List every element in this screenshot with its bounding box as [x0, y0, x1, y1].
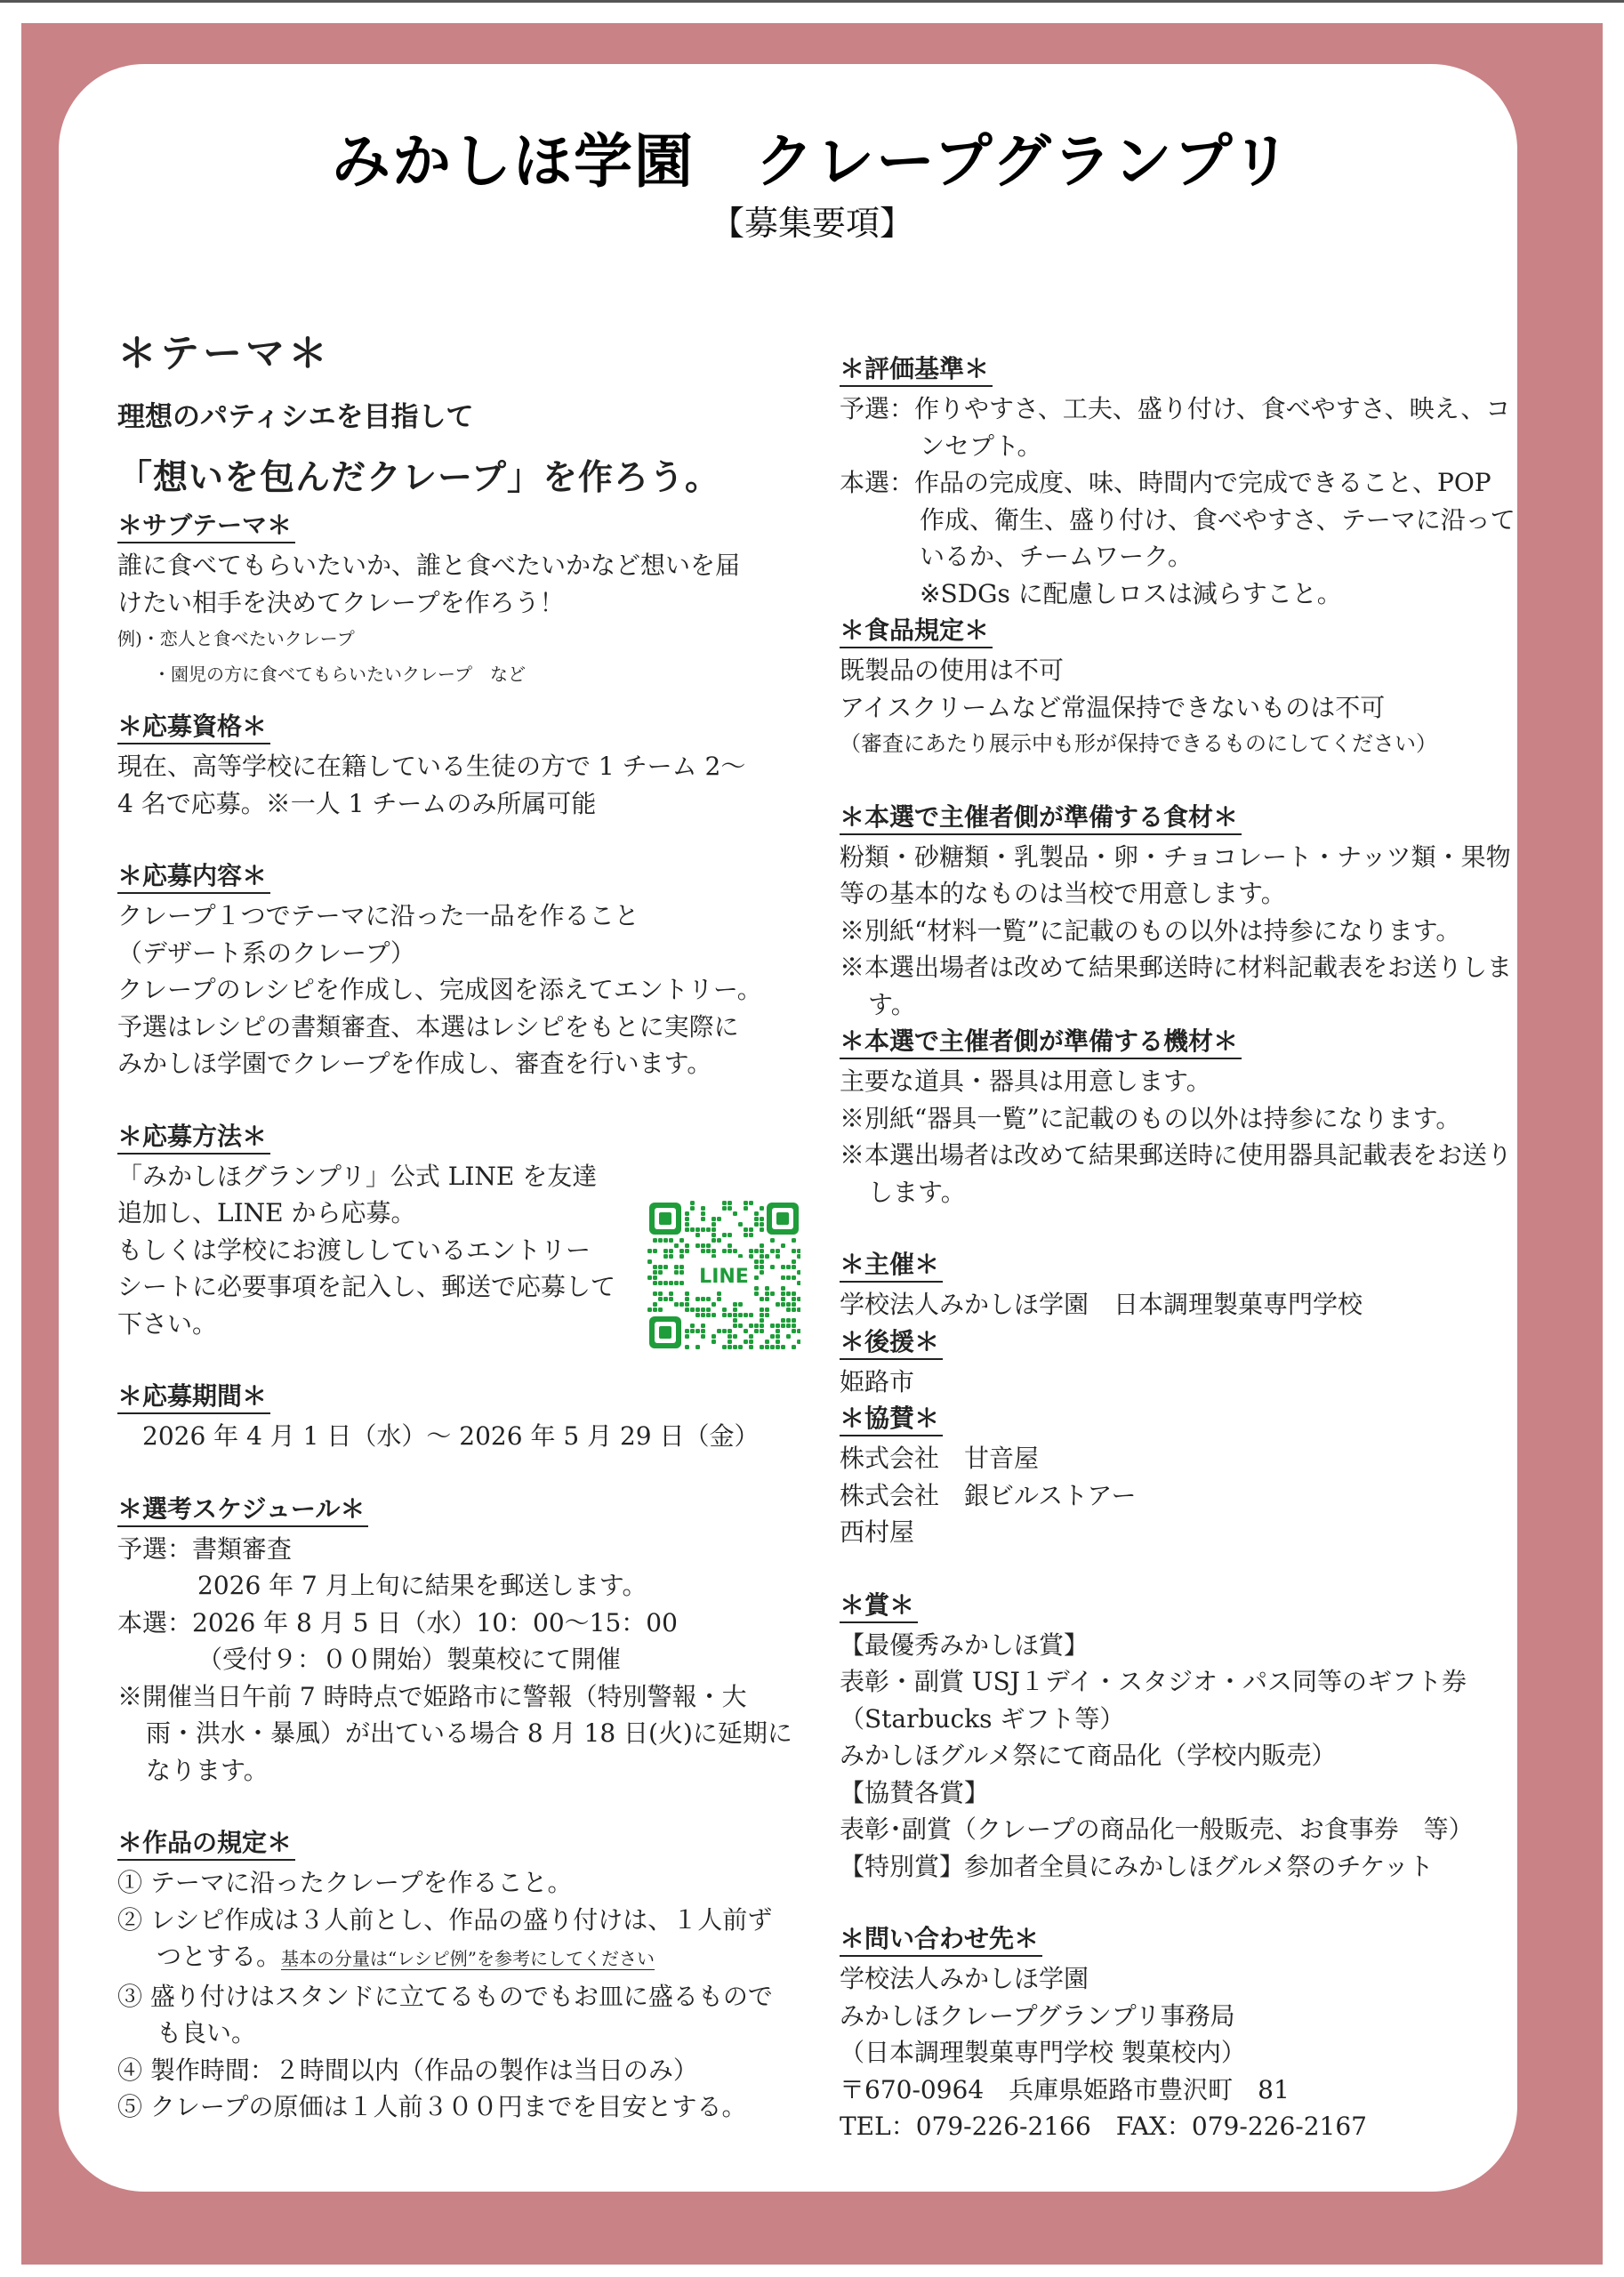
- theme-line-2: 「想いを包んだクレープ」を作ろう。: [117, 457, 721, 498]
- subtheme-line: けたい相手を決めてクレープを作ろう！: [117, 587, 565, 617]
- period-text: 2026 年 4 月 1 日（水）～ 2026 年 5 月 29 日（金）: [142, 1421, 760, 1451]
- ingredients-line: ※本選出場者は改めて結果郵送時に材料記載表をお送りします。: [840, 953, 1513, 1019]
- sponsor-item: 西村屋: [840, 1517, 915, 1547]
- schedule-heading: ＊選考スケジュール＊: [117, 1493, 368, 1527]
- schedule-warning: ※開催当日午前 7 時時点で姫路市に警報（特別警報・大雨・洪水・暴風）が出ている場合 8 月 18 日(火)に延期になります。: [117, 1681, 792, 1785]
- schedule-prelim-note: 2026 年 7 月上旬に結果を郵送します。: [197, 1571, 647, 1600]
- subtheme-example-1: 例)・恋人と食べたいクレープ: [117, 628, 355, 649]
- content-line: （デザート系のクレープ）: [117, 937, 415, 968]
- theme-heading: ＊テーマ＊: [117, 331, 331, 376]
- support-text: 姫路市: [840, 1366, 915, 1396]
- content-heading: ＊応募内容＊: [117, 860, 270, 894]
- contact-line: （日本調理製菓専門学校 製菓校内）: [840, 2038, 1246, 2067]
- rule-item-1: ① テーマに沿ったクレープを作ること。: [117, 1868, 573, 1897]
- schedule-prelim: 予選：書類審査: [117, 1533, 293, 1564]
- rule-item-5: ⑤ クレープの原価は１人前３００円までを目安とする。: [117, 2092, 747, 2121]
- page-title: みかしほ学園 クレープグランプリ: [331, 127, 1293, 196]
- equipment-line: ※本選出場者は改めて結果郵送時に使用器具記載表をお送りします。: [840, 1140, 1513, 1207]
- content-line: クレープ１つでテーマに沿った一品を作ること: [117, 901, 639, 930]
- prize-top-line: 表彰・副賞 USJ１デイ・スタジオ・パス同等のギフト券: [840, 1667, 1467, 1696]
- method-line: もしくは学校にお渡ししているエントリー: [117, 1235, 591, 1265]
- content-line: クレープのレシピを作成し、完成図を添えてエントリー。: [117, 975, 762, 1004]
- prize-top-line: みかしほグルメ祭にて商品化（学校内販売）: [840, 1741, 1337, 1770]
- period-heading: ＊応募期間＊: [117, 1380, 270, 1414]
- food-rules-line: アイスクリームなど常温保持できないものは不可: [840, 692, 1386, 722]
- subtheme-line: 誰に食べてもらいたいか、誰と食べたいかなど想いを届: [117, 551, 741, 580]
- prize-sponsor-line: 表彰･副賞（クレープの商品化一般販売、お食事券 等）: [840, 1814, 1474, 1844]
- food-rules-line: 既製品の使用は不可: [840, 656, 1065, 685]
- content-line: みかしほ学園でクレープを作成し、審査を行います。: [117, 1049, 712, 1078]
- criteria-prelim: 予選：作りやすさ、工夫、盛り付け、食べやすさ、映え、コンセプト。: [840, 394, 1511, 461]
- method-heading: ＊応募方法＊: [117, 1121, 270, 1155]
- theme-line-1: 理想のパティシエを目指して: [117, 401, 474, 433]
- sponsor-item: 株式会社 銀ビルストアー: [840, 1480, 1137, 1510]
- prizes-heading: ＊賞＊: [840, 1589, 918, 1623]
- organizer-text: 学校法人みかしほ学園 日本調理製菓専門学校: [840, 1290, 1363, 1319]
- ingredients-heading: ＊本選で主催者側が準備する食材＊: [840, 801, 1242, 835]
- rule-item-2-note: 基本の分量は“レシピ例”を参考にしてください: [281, 1948, 655, 1969]
- rule-item-2-text: ② レシピ作成は３人前とし、作品の盛り付けは、１人前ずつとする。: [117, 1904, 773, 1971]
- rule-item-2: [117, 1902, 793, 1978]
- criteria-heading: ＊評価基準＊: [840, 353, 993, 387]
- rules-heading: ＊作品の規定＊: [117, 1827, 295, 1861]
- prize-top-title: 【最優秀みかしほ賞】: [840, 1629, 1089, 1660]
- contact-line: みかしほクレープグランプリ事務局: [840, 2000, 1235, 2031]
- method-line: シートに必要事項を記入し、郵送で応募して: [117, 1272, 616, 1301]
- equipment-heading: ＊本選で主催者側が準備する機材＊: [840, 1026, 1242, 1059]
- schedule-final: 本選：2026 年 8 月 5 日（水）10：00～15：00: [117, 1607, 678, 1637]
- prize-top-line: （Starbucks ギフト等）: [840, 1703, 1125, 1734]
- prize-special-line: 【特別賞】参加者全員にみかしほグルメ祭のチケット: [840, 1851, 1434, 1881]
- page-subtitle: 【募集要項】: [710, 204, 913, 243]
- rule-item-4: ④ 製作時間：２時間以内（作品の製作は当日のみ）: [117, 2055, 698, 2085]
- line-qr-code[interactable]: [647, 1201, 800, 1350]
- contact-heading: ＊問い合わせ先＊: [840, 1923, 1042, 1957]
- equipment-line: ※別紙“器具一覧”に記載のもの以外は持参になります。: [840, 1103, 1461, 1133]
- criteria-final: 本選：作品の完成度、味、時間内で完成できること、POP作成、衛生、盛り付け、食べやすさ、テーマに沿っているか、チームワーク。: [840, 468, 1515, 571]
- prize-sponsor-title: 【協賛各賞】: [840, 1777, 990, 1807]
- criteria-sdgs: ※SDGs に配慮しロスは減らすこと。: [920, 578, 1342, 608]
- contact-line: TEL：079-226-2166 FAX：079-226-2167: [840, 2112, 1367, 2141]
- method-line: 下さい。: [117, 1308, 218, 1339]
- contact-line: 学校法人みかしほ学園: [840, 1964, 1089, 1993]
- content-line: 予選はレシピの書類審査、本選はレシピをもとに実際に: [117, 1011, 739, 1042]
- method-line: 「みかしほグランプリ」公式 LINE を友達: [117, 1161, 598, 1191]
- sponsor-item: 株式会社 甘音屋: [840, 1444, 1040, 1473]
- sponsors-heading: ＊協賛＊: [840, 1403, 943, 1436]
- subtheme-heading: ＊サブテーマ＊: [117, 510, 295, 543]
- rule-item-3: ③ 盛り付けはスタンドに立てるものでもお皿に盛るものでも良い。: [117, 1981, 773, 2048]
- food-rules-line: （審査にあたり展示中も形が保持できるものにしてください）: [840, 731, 1437, 756]
- equipment-line: 主要な道具・器具は用意します。: [840, 1066, 1211, 1096]
- contact-line: 〒670-0964 兵庫県姫路市豊沢町 81: [840, 2074, 1290, 2104]
- qr-line-label: LINE: [699, 1266, 749, 1288]
- ingredients-line: 粉類・砂糖類・乳製品・卵・チョコレート・ナッツ類・果物等の基本的なものは当校で用意します。: [840, 841, 1511, 908]
- schedule-final-note: （受付９：００開始）製菓校にて開催: [197, 1645, 622, 1674]
- organizer-heading: ＊主催＊: [840, 1249, 943, 1283]
- right-column: [840, 350, 1515, 2145]
- ingredients-line: ※別紙“材料一覧”に記載のもの以外は持参になります。: [840, 915, 1461, 945]
- eligibility-line: 現在、高等学校に在籍している生徒の方で 1 チーム 2～: [117, 752, 746, 781]
- method-line: 追加し、LINE から応募。: [117, 1198, 416, 1227]
- subtheme-example-2: ・園児の方に食べてもらいたいクレープ など: [153, 664, 526, 685]
- eligibility-heading: ＊応募資格＊: [117, 711, 270, 744]
- top-border-line: [0, 0, 1624, 3]
- support-heading: ＊後援＊: [840, 1326, 943, 1360]
- eligibility-line: 4 名で応募。※一人 1 チームのみ所属可能: [117, 788, 597, 818]
- food-rules-heading: ＊食品規定＊: [840, 615, 993, 648]
